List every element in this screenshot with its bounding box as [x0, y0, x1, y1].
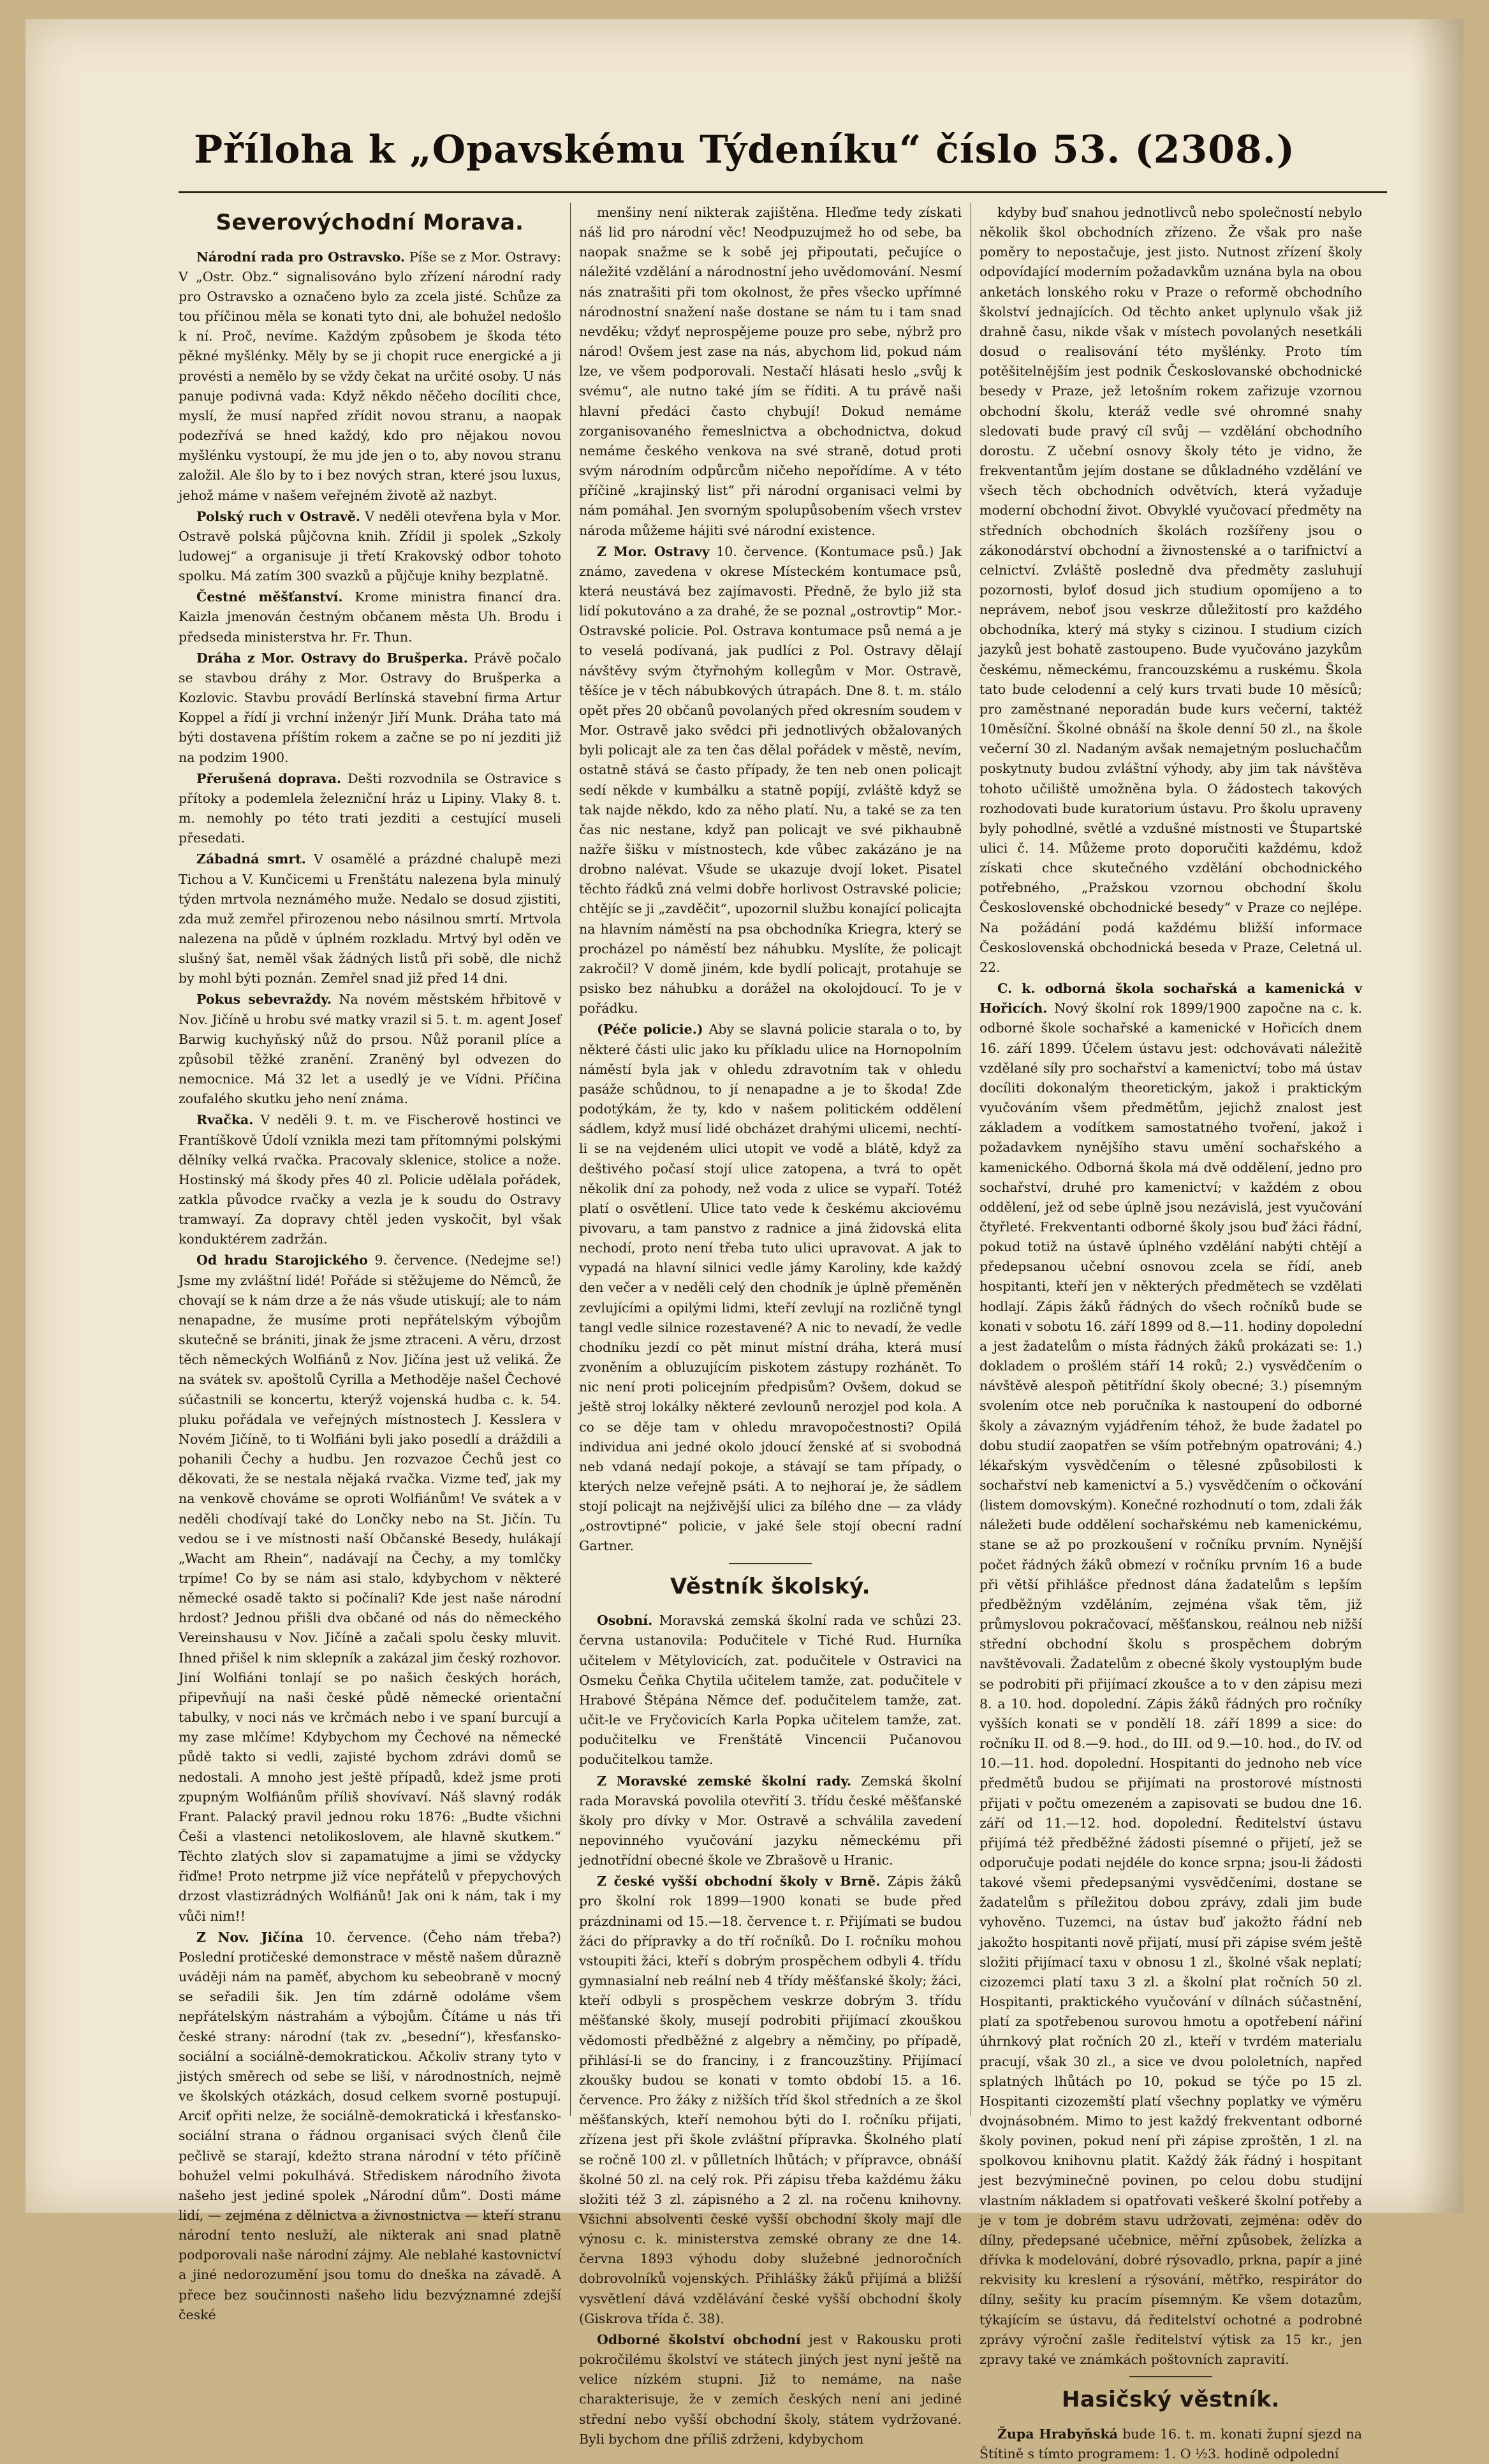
article-lead: Osobní.	[597, 1613, 653, 1629]
article-paragraph	[979, 979, 1362, 2370]
article-lead: Polský ruch v Ostravě.	[196, 508, 361, 524]
article-text: Aby se slavná policie starala o to, by některé části ulic jako ku příkladu ulice na Hornopolním náměstí byla jak v ohledu zdravotním tak v ohledu pasáže schůdnou, to jí nenapadne a je to škoda! Zde podotýkám, že ty, kdo v našem politickém oddělení sádlem, když musí lidé obcházet drahými ulicemi, nechtí-li se na vejdeném ulici utopit ve vodě a blátě, když za deštivého počasí stojí ulice zatopena, a tvrá to opět několik dní za pohody, než voda z ulice se vypaří. Totéž platí o osvětlení. Ulice tato vede k českému akciovému pivovaru, a tam panstvo z radnice a jiná židovská elita nechodí, proto není třeba tuto ulici upravovat. A jak to vypadá na hlavní silnici vedle jámy Karoliny, kde každý den večer a v neděli celý den chodník je úplně přeměněn zevlujícími a opilými lidmi, kteří zevlují na rozličně tyngl tangl vedle silnice rozestavené? A nic to nevadí, že vedle chodníku jezdí co pět minut místní dráha, která musí zvoněním a obluzujícím piskotem zástupy rozhánět. To nic není proti policejním předpisům? Ovšem, dokud se ještě stroj lokálky některé zevlounů nerozjel pod kola. A co se děje tam v ohledu mravopočestnosti? Opilá individua ani jedné okolo jdoucí ženské ať si svobodná neb vdaná nedají pokoje, a stávají se tam případy, o kterých nelze veřejně psáti. A to nejhoraí je, že sádlem stojí policajt na nejživější ulici za bílého dne — za vlády „ostrovtipné“ policie, v jaké šele stojí obecní radní Gartner.	[579, 1022, 962, 1554]
section-rule	[729, 1563, 812, 1564]
article-text: V neděli 9. t. m. ve Fischerově hostinci ve Frantíškově Údolí vznikla mezi tam přítomnými polskými dělníky velká rvačka. Pracovaly sklenice, stolice a nože. Hostinský má škody přes 40 zl. Policie udělala pořádek, zatkla původce rvačky a vezla je k soudu do Ostravy tramwayí. Za dopravy chtěl jeden vyskočit, byl však konduktérem zadržán.	[179, 1112, 561, 1247]
article-lead: Čestné měšťanství.	[196, 589, 343, 605]
article-lead: Zábadná smrt.	[196, 851, 306, 867]
article-lead: C. k. odborná škola sochařská a kamenická v Hořicích.	[979, 981, 1362, 1016]
article-text: Na novém městském hřbitově v Nov. Jičíně u hrobu své matky vrazil si 5. t. m. agent Josef Barwig kuchyňský nůž do prsou. Nůž poranil plíce a způsobil těžké zranění. Zraněný byl odvezen do nemocnice. Má 32 let a usedlý je ve Vídni. Příčina zoufalého skutku jeho není známa.	[179, 992, 561, 1107]
article-paragraph	[979, 2424, 1362, 2464]
article-lead: Rvačka.	[196, 1112, 254, 1128]
article-text: V osamělé a prázdné chalupě mezi Tichou a V. Kunčicemi u Frenštátu nalezena byla minulý týden mrtvola neznámého muže. Nedalo se dosud zjistiti, zda muž zemřel přirozenou nebo násilnou smrtí. Mrtvola nalezena na půdě v úplném rozkladu. Mrtvý byl oděn ve slušný šat, neměl však žádných listů při sobě, dle nichž by mohl býti poznán. Zemřel snad již před 14 dni.	[179, 851, 561, 986]
article-list	[979, 203, 1362, 2464]
page-edge-shadow	[1412, 19, 1463, 2213]
article-paragraph	[179, 990, 561, 1109]
article-paragraph	[179, 1250, 561, 1926]
article-paragraph	[179, 507, 561, 587]
column-2	[579, 203, 962, 2447]
article-text: Píše se z Mor. Ostravy: V „Ostr. Obz.“ signalisováno bylo zřízení národní rady pro Ostravsko a označeno bylo za zcela jisté. Schůze za tou příčinou měla se konati tyto dni, ale bohužel nedošlo k ní. Proč, nevíme. Každým způsobem je škoda této pěkné myšlénky. Měly by se ji chopit ruce energické a ji provésti a nemělo by se vždy čekat na určité osoby. U nás panuje podivná vada: Když někdo něčeho docíliti chce, myslí, že musí napřed zřídit novou stranu, a naopak podezřívá se hned každý, kdo pro nějakou novou myšlénku vystoupí, že mu jde jen o to, aby novou stranu založil. Ale šlo by to i bez nových stran, které jsou luxus, jehož máme v našem veřejném životě až nazbyt.	[179, 249, 562, 503]
article-text: 10. července. (Kontumace psů.) Jak známo, zavedena v okrese Místeckém kontumace psů, která neustává bez zajímavosti. Předně, že bylo již sta lidí pokutováno a za drahé, že se poznal „ostrovtip“ Mor.-Ostravské policie. Pol. Ostrava kontumace psů nemá a je to veselá podívaná, jak pudlíci z Pol. Ostravy dělají návštěvy svým čtyřnohým kollegům v Mor. Ostravě, těšíce je v těch nábubkových útrapách. Dne 8. t. m. stálo opět přes 20 občanů povolaných před okresním soudem v Mor. Ostravě jako svědci při jednotlivých obžalovaných byli policajt ale za ten čas dělal pořádek v městě, nevím, ostatně stává se často případy, že ten neb onen policajt sedí někde v kumbálku a statně popíjí, zvláště když se tak najde někdo, kdo za něho platí. Nu, a také se za ten čas nic nestane, když pan policajt ve své pikhaubně nažře šišku v místnostech, kde vůbec zakázáno je na drobno nalévat. Všude se ukazuje dvojí loket. Pisatel těchto řádků zná velmi dobře horlivost Ostravské policie; chtějíc se ji „zavděčit“, upozornil službu konající policajta na hlavním náměstí na psa obchodníka Kriegra, který se procházel po náměstí bez náhubku. Myslíte, že policajt zakročil? V domě jiném, kde bydlí policajt, protahuje se psisko bez náhubku a dorážel na okolojdoucí. To je v pořádku.	[579, 543, 962, 1016]
article-lead: Přerušená doprava.	[196, 770, 342, 786]
article-paragraph	[179, 649, 561, 768]
section-heading: Severovýchodní Morava.	[216, 210, 524, 235]
article-text: Moravská zemská školní rada ve schůzi 23. června ustanovila: Podučitele v Tiché Rud. Hurníka učitelem v Mětylovicích, zat. podučitele v Ostravici na Osmeku Čeňka Chytila učitelem tamže, zat. podučitele v Hrabové Štěpána Němce def. podučitelem tamže, zat. učit-le ve Fryčovicích Karla Popka učitelem tamže, zat. podučitelku ve Frenštátě Vincencii Pučanovou podučitelkou tamže.	[579, 1613, 962, 1768]
article-text: bude 16. t. m. konati župní sjezd na Štítině s tímto programem: 1. O ½3. hodině odpolední	[979, 2426, 1362, 2461]
article-paragraph	[579, 1020, 962, 1556]
article-text: Zemská školní rada Moravská povolila otevřití 3. třídu české měšťanské školy pro dívky v Mor. Ostravě a schválila zavedení nepovinného vyučování jazyku německému při jednotřídní obecné škole ve Zbrašově u Hranic.	[579, 1773, 962, 1868]
article-text: Právě počalo se stavbou dráhy z Mor. Ostravy do Brušperka a Kozlovic. Stavbu provádí Berlínská stavební firma Artur Koppel a řídí ji vrchní inženýr Jiří Munk. Dráha tato má býti dostavena příštím rokem a začne se po ní jezditi již na podzim 1900.	[179, 650, 561, 765]
article-paragraph	[579, 2330, 962, 2449]
column-1	[179, 203, 562, 2322]
article-lead: Pokus sebevraždy.	[196, 992, 332, 1008]
article-list	[179, 247, 561, 2325]
article-paragraph	[179, 1928, 561, 2325]
article-paragraph	[579, 1872, 962, 2329]
article-lead: Odborné školství obchodní	[597, 2331, 801, 2347]
article-text: Dešti rozvodnila se Ostravice s přítoky a podemlela železniční hráz u Lipiny. Vlaky 8. t. m. nemohly po této trati jezditi a cestující museli přesedati.	[179, 770, 561, 846]
article-text: menšiny není nikterak zajištěna. Hleďme tedy získati náš lid pro národní věc! Neodpuzujmež ho od sebe, ba naopak snažme se k sobě jej připoutati, pečujíce o náležité vzdělání a národnostní jeho uvědomování. Nesmí nás znatrašiti při tom okolnost, že přes všecko upřímné národnostní snažení naše dostane se nám tu i tam snad nevděku; vždyť neprospějeme pouze pro sebe, nýbrž pro národ! Ovšem jest zase na nás, abychom lid, pokud nám lze, ve všem podporovali. Nestačí hlásati heslo „svůj k svému“, ale nutno také jím se říditi. A tu právě naši hlavní předáci často chybují! Dokud nemáme zorganisovaného řemeslnictva a obchodnictva, dokud nemáme českého venkova na své straně, dotud proti svým národním odpůrcům ničeho nepořídíme. A v této příčině „krajinský list“ při národní organisaci velmi by nám pomáhal. Jen svorným spolupůsobením všech vrstev národa můžeme hájiti své národní existence.	[579, 205, 962, 538]
page-title: Příloha k „Opavskému Týdeníku“ číslo 53. (2308.)	[194, 128, 1295, 172]
article-paragraph	[179, 1110, 561, 1249]
title-rule	[179, 191, 1387, 193]
article-list	[579, 203, 962, 2449]
article-text: kdyby buď snahou jednotlivců nebo společností nebylo několik škol obchodních zřízeno. Že však pro naše poměry to nepostačuje, jest jisto. Nutnost zřízení školy odpovídající moderním požadavkům uznána byla na obou anketách lonského roku v Praze o reformě obchodního školství jednajících. Od těchto anket uplynulo však již drahně času, nikde však v místech povolaných nesetkáli dosud o realisování této myšlénky. Proto tím potěšitelnějším jest podnik Českoslovanské obchodnické besedy v Praze, jež letošním rokem zařizuje vzornou obchodní školu, kteráž vedle své ohromné snahy sledovati bude pravý cíl svůj — vzdělání obchodního dorostu. Z učební osnovy školy této je vidno, že frekventantům jejím dostane se důkladného vzdělání ve všech těch obchodních odvětvích, která vyžaduje moderní obchodní život. Obvyklé vyučovací předměty na středních obchodních školách rozšířeny jsou o zákonodárství obchodní a živnostenské a o tarifnictví a celnictví. Zvláště posledně dva předměty zasluhují pozornosti, byloť dosud jich studium opomíjeno a to neprávem, neboť jsou veskrze důležitostí pro každého obchodníka, který má styky s cizinou. I studium cizích jazyků jest bohatě zastoupeno. Bude vyučováno jazykům českému, německému, francouzskému a ruskému. Škola tato bude celodenní a celý kurs trvati bude 10 měsíců; pro zaměstnané neporadán bude kurs večerní, taktéž 10měsíční. Školné obnáší na škole denní 50 zl., na škole večerní 30 zl. Nadaným avšak nemajetným posluchačům poskytnuty budou zvláštní výhody, aby jim tak návštěva tohoto učiliště umožněna byla. O žádostech takových rozhodovati bude kuratorium ústavu. Pro školu upraveny byly pohodlné, světlé a vzdušné místnosti ve Štupartské ulici č. 14. Můžeme proto doporučiti každému, kdož získati chce skutečného vzdělání obchodnického potřebného, „Pražskou vzornou obchodní školu Československé obchodnické besedy“ v Praze co nejlépe. Na požádání podá každému bližší informace Československá obchodnická beseda v Praze, Celetná ul. 22.	[979, 205, 1362, 975]
article-text: Krome ministra financí dra. Kaizla jmenován čestným občanem města Uh. Brodu i předseda ministerstva hr. Fr. Thun.	[179, 589, 561, 645]
column-3	[979, 203, 1363, 2461]
article-paragraph	[579, 542, 962, 1019]
article-text: Nový školní rok 1899/1900 započne na c. k. odborné škole sochařské a kamenické v Hořicích dnem 16. září 1899. Účelem ústavu jest: odchovávati náležitě vzdělané síly pro sochařství a kamenictví; tobo má ústav docíliti dokonalým theoretickým, jakož i praktickým vyučováním všem předmětům, jejichž znalost jest základem a vodítkem samostatného tvoření, jakož i požadavkem nynějšího stavu umění sochařského a kamenického. Odborná škola má dvě oddělení, jedno pro sochařství, druhé pro kamenictví; v každém z obou oddělení, jež od sebe úplně jsou nezávislá, jest vyučování čtyřleté. Frekventanti odborné školy jsou buď žáci řádní, pokud totiž na ústavě úplného vzdělání nabýti chtějí a předepsanou učební osnovou zcela se řídí, aneb hospitanti, kteří jen v některých předmětech se vzdělati hodlají. Zápis žáků řádných do všech ročníků bude se konati v sobotu 16. září 1899 od 8.—11. hodiny dopolední a jest žadatelům o místa řádných žáků prokázati se: 1.) dokladem o prošlém stáří 14 roků; 2.) vysvědčením o návštěvě alespoň pětitřídní školy obecné; 3.) písemným svolením otce neb poručníka k nastoupení do odborné školy a závazným vyjádřením téhož, že bude žadatel po dobu studií zaopatřen se vším potřebným opatrováni; 4.) lékařským vysvědčením o tělesné způsobilosti k sochařství neb kamenictví a 5.) vysvědčením o očkování (listem domovským). Konečné rozhodnutí o tom, zdali žák náležeti bude oddělení sochařskému neb kamenickému, stane se až po prozkoušení v ročníku prvním. Nynější počet řádných žáků obmezí v ročníku prvním 16 a bude při větší přihlášce přednost dána žadatelům s lepším předběžným vzděláním, zejména však těm, již průmyslovou pokračovací, měšťanskou, reálnou neb nižší střední obchodní školu s prospěchem dobrým navštěvovali. Žadatelům z obecné školy vystouplým bude se podrobiti při přijímací zkoušce a to v den zápisu mezi 8. a 10. hod. dopolední. Zápis žáků řádných pro ročníky vyšších konati se v pondělí 18. září 1899 a sice: do ročníku II. od 8.—9. hod., do III. od 9.—10. hod., do IV. od 10.—11. hod. dopolední. Hospitanti do jednoho neb více předmětů budou se přijímati na prostorové místnosti přijati v počtu omezeném a zapisovati se budou dne 16. září od 11.—12. hod. dopolední. Ředitelství ústavu přijímá též předběžné žádosti písemné o přijetí, jež se odporučuje podati nejdéle do konce srpna; jsou-li žádosti takové všemi předepsanými vysvědčeními, dostane se žadatelům s příležitou dobou zprávy, zdali jim bude vyhověno. Tuzemci, na ústav buď jakožto řádní neb jakožto hospitanti nově přijatí, musí při zápise svém ještě složiti přijímací taxu v obnosu 1 zl., školné však neplatí; cizozemci platí taxu 3 zl. a školní plat ročních 50 zl. Hospitanti, praktického vyučování v dílnách súčastnění, platí za spotřebenou surovou hmotu a opotřebení nářiní úhrnkový plat ročních 20 zl., kteří v tvrdém materialu pracují, však 30 zl., a sice ve dvou pololetních, napřed splatných lhůtách po 10, pokud se týče po 15 zl. Hospitanti cizozemští platí všechny poplatky ve výměru dvojnásobném. Mimo to jest každý frekventant odborné školy povinen, pokud není při zápise zproštěn, 1 zl. na spolkovou knihovnu platit. Každý žák řádný i hospitant jest bezvýminečně povinen, po celou dobu studijní vlastním nákladem si opatřovati veškeré školní potřeby a je v tom je dobrém stavu udržovati, zejména: oděv do dílny, předepsané učebnice, měřní způsobek, želízka a dřívka k modelování, dobré rýsovadlo, prkna, papír a jiné rekvisity ku kreslení a rýsování, mětřko, respirátor do dílny, sešity ku pracím písemným. Ke všem dotazům, týkajícím se ústavu, dá ředitelství ochotné a podrobné zprávy výroční zašle ředitelství výtisk za 15 kr., jen zpravy také ve známkách poštovních zapravití.	[979, 1001, 1363, 2367]
article-text: jest v Rakousku proti pokročilému školství ve státech jiných jest nyní ještě na velice nízkém stupni. Již to nemáme, na naše charakterisuje, že v zemích českých není ani jediné střední nebo vyšší obchodní školy, státem vydržované. Byli bychom dne příliš zdrženi, kdybychom	[579, 2331, 962, 2447]
article-lead: Z Mor. Ostravy	[597, 543, 710, 559]
article-paragraph	[179, 849, 561, 988]
article-paragraph	[979, 203, 1362, 978]
article-text: Zápis žáků pro školní rok 1899—1900 konati se bude před prázdninami od 15.—18. července t. r. Přijímati se budou žáci do přípravky a do tří ročníků. Do I. ročníku mohou vstoupiti žáci, kteří s dobrým prospěchem odbyli 4. třídu gymnasialní neb reální neb 4 třídy měšťanské školy; žáci, kteří odbyli s prospěchem veskrze dobrým 3. třídu měšťanské školy, musejí podrobiti přijímací zkouškou vědomosti předběžné z algebry a němčiny, po případě, přihlásí-li se do franciny, i z francouzštiny. Přijímací zkoušky budou se konati v tomto období 15. a 16. července. Pro žáky z nižších tříd škol středních a ze škol měšťanských, kteří nemohou býti do I. ročníku přijati, zřízena jest při škole zvláštní přípravka. Školného platí se ročně 100 zl. v půlletních lhůtách; v přípravce, obnáší školné 50 zl. na celý rok. Při zápisu třeba každému žáku složiti též 3 zl. zápisného a 2 zl. na ročenu knihovny. Všichni absolventi české vyšší obchodní školy mají dle výnosu c. k. ministerstva zemské obrany ze dne 14. června 1893 výhodu doby služebné jednoročních dobrovolníků vojenských. Přihlášky žáků přijímá a bližší vysvětlení dává vzdělávání české vyšší obchodní školy (Giskrova třída č. 38).	[579, 1874, 962, 2326]
article-paragraph	[179, 247, 561, 506]
article-paragraph	[179, 587, 561, 647]
article-paragraph	[579, 203, 962, 541]
article-paragraph	[579, 1611, 962, 1770]
article-paragraph	[179, 769, 561, 849]
article-lead: Z české vyšší obchodní školy v Brně.	[597, 1874, 881, 1889]
article-lead: Z Nov. Jičína	[196, 1929, 304, 1945]
article-lead: Národní rada pro Ostravsko.	[196, 249, 406, 265]
article-text: 10. července. (Čeho nám třeba?) Poslední protičeské demonstrace v městě našem důrazně uváději nám na paměť, abychom ku sebeobraně v mocný se seřadili šik. Jen tím zdárně odoláme všem nepřátelským nástrahám a výbojům. Čítáme u nás tři české strany: národní (tak zv. „besední“), křesťansko-sociální a sociálně-demokratickou. Ačkoliv strany tyto v jistých směrech od sebe se liší, v národnostních, nejmě ve školských otázkách, dosud celkem svorně postupují. Arciť opřiti nelze, že sociálně-demokratická i křesťansko-sociální strana o řádnou organisaci svých členů čile pečlivě se starají, kdežto strana národní v této příčině bohužel velmi pokulhává. Střediskem národního života našeho jest jediné spolek „Národní dům“. Dosti máme lidí, — zejména z dělnictva a živnostnictva — kteří stranu národní tento nesluží, ale nikterak ani snad platně podporovali naše národní zájmy. Ale neblahé kastovnictví a jiné nedorozumění jsou tomu do dneška na závadě. A přece bez součinnosti našeho lidu bezvýznamné zdejší české	[179, 1929, 561, 2322]
article-text: 9. července. (Nedejme se!) Jsme my zvláštní lidé! Pořáde si stěžujeme do Němců, že chovají se k nám drze a že nás všude utiskují; ale to nám nenapadne, že musíme proti nepřátelským výbojům skutečně se brániti, jinak že jsme ztraceni. A věru, drzost těch německých Wolfiánů z Nov. Jičína jest už veliká. Že na svátek sv. apoštolů Cyrilla a Methoděje našel Čechové súčastnili se koncertu, kterýž vojenská hudba c. k. 54. pluku pořádala ve veřejných místnostech J. Kesslera v Novém Jičíně, to ti Wolfiáni byli jako posedlí a dráždili a pohanili Čechy a hudbu. Jen rozvazoe Čechů jest co děkovati, že se nestala nějaká rvačka. Vizme teď, jak my na venkově chováme se oproti Wolfiánům! Ve svátek a v neděli chodívají také do Lončky nebo na St. Jičín. Tu vedou se i ve místnosti naší Občanské Besedy, hulákají „Wacht am Rhein“, nadávají na Čechy, a my tomlčky trpíme! Co by se nám asi stalo, kdybychom v některé německé osadě takto si počínali? Kde jest naše národní hrdost? Jednou přišli dva občané od nás do německého Vereinshausu v Nov. Jičíně a začali spolu česky mluvit. Ihned přišel k nim sklepník a zakázal jim český rozhovor. Jiní Wolfiáni tonlají se po našich českých horách, připevňují na naši české půdě německé orientační tabulky, v noci nás ve krčmách nebo i ve spaní burcují a my zase mlčíme! Kdybychom my Čechové na německé půdě takto si vedli, zajisté bychom zdrávi domů se nedostali. A mnoho jest ještě případů, kdež jsme proti zpupným Wolfiánům příliš shovívaví. Náš slavný rodák Frant. Palacký pravil jednou roku 1876: „Budte všichni Češi a vlastenci netolikoslovem, ale hlavně skutkem.“ Těchto zlatých slov si zapamatujme a jimi se vždycky řiďme! Proto netrpme již více nepřátelů v přepychových drzost vlastizrádných Wolfiánů! Jak oni k nám, tak i my vůči nim!!	[179, 1252, 561, 1924]
article-lead: Z Moravské zemské školní rady.	[597, 1773, 852, 1789]
article-paragraph	[579, 1771, 962, 1871]
article-text: V neděli otevřena byla v Mor. Ostravě polská půjčovna knih. Zřídil ji spolek „Szkoly ludowej“ a organisuje ji třetí Krakovský odbor tohoto spolku. Má zatím 300 svazků a půjčuje knihy bezplatně.	[179, 508, 561, 584]
section-heading: Hasičský věstník.	[1062, 2387, 1280, 2413]
column-divider	[570, 203, 571, 2116]
article-lead: Župa Hrabyňská	[997, 2426, 1118, 2442]
section-heading: Věstník školský.	[670, 1573, 871, 1599]
article-lead: (Péče policie.)	[597, 1022, 703, 1038]
article-lead: Dráha z Mor. Ostravy do Brušperka.	[196, 650, 468, 666]
article-lead: Od hradu Starojického	[196, 1252, 368, 1268]
section-rule	[1129, 2376, 1212, 2377]
